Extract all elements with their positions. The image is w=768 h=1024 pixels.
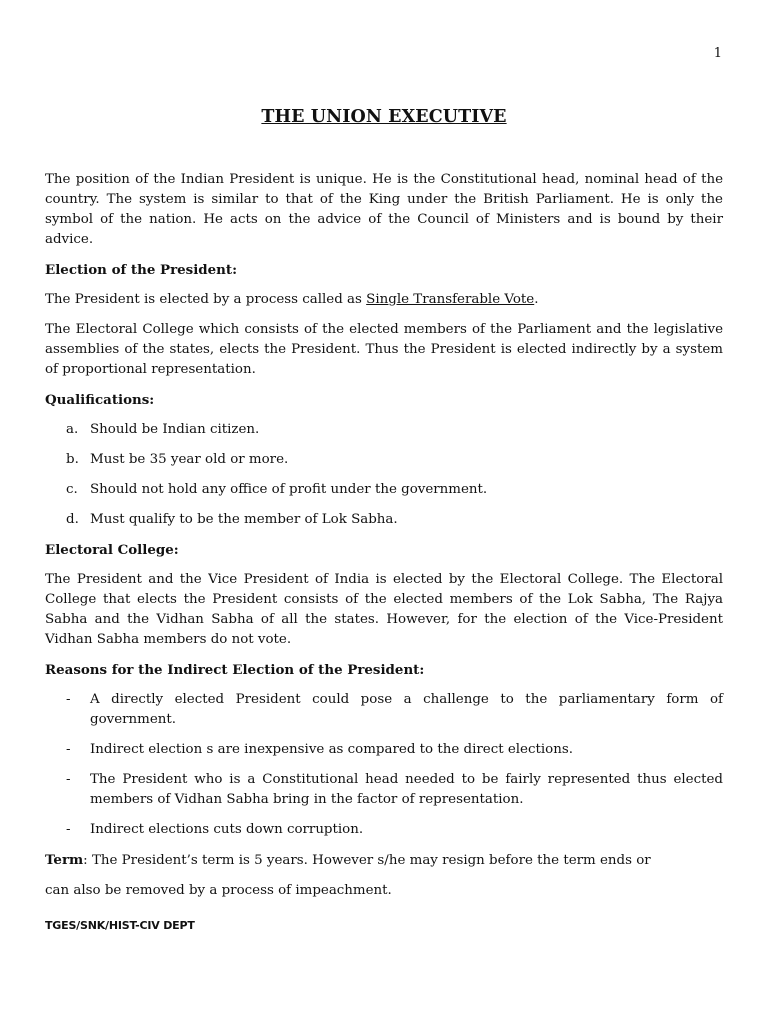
list-item [45,820,723,840]
list-marker: - [66,772,71,787]
term-section [45,850,723,901]
list-item-text: A directly elected President could pose a challenge to the parliamentary form of government. [90,692,723,727]
election-text-prefix: The President is elected by a process called as [45,292,367,307]
list-marker: a. [66,422,79,437]
list-marker: - [66,692,71,707]
list-item-text: Should be Indian citizen. [90,422,260,437]
page-number: 1 [713,46,722,61]
qualifications-heading: Qualifications: [45,392,155,408]
election-text-suffix: . [534,292,539,307]
list-marker: d. [66,512,79,527]
list-item-text: Should not hold any office of profit under the government. [90,482,488,497]
list-item [45,420,723,440]
list-item [45,770,723,810]
electoral-college-paragraph: The President and the Vice President of India is elected by the Electoral College. The Electoral College that elects the President consists of the elected members of the Lok Sabha, The Rajya Sabha and the Vidhan Sabha of all the states. However, for the election of the Vice-President Vidhan Sabha members do not vote. [45,572,723,647]
list-marker: c. [66,482,78,497]
intro-paragraph: The position of the Indian President is unique. He is the Constitutional head, nominal head of the country. The system is similar to that of the King under the British Parliament. He is only the symbol of the nation. He acts on the advice of the Council of Ministers and is bound by their advice. [45,172,723,247]
reasons-heading: Reasons for the Indirect Election of the President: [45,662,425,678]
page-title: THE UNION EXECUTIVE [261,107,507,127]
electoral-college-heading: Electoral College: [45,542,179,558]
qualifications-list [45,420,723,530]
term-line-2: can also be removed by a process of impeachment. [45,883,392,898]
term-line-1 [45,850,723,871]
list-item-text: The President who is a Constitutional head needed to be fairly represented thus elected members of Vidhan Sabha bring in the factor of representation. [90,772,723,807]
single-transferable-vote-term: Single Transferable Vote [366,292,535,307]
reasons-list [45,690,723,840]
list-item-text: Indirect elections cuts down corruption. [90,822,364,837]
term-text: : The President’s term is 5 years. However s/he may resign before the term ends or [83,853,651,868]
term-label: Term [45,852,84,868]
list-item [45,740,723,760]
election-paragraph-1 [45,290,723,310]
list-marker: b. [66,452,79,467]
list-item-text: Indirect election s are inexpensive as compared to the direct elections. [90,742,573,757]
list-item [45,450,723,470]
list-item [45,690,723,730]
list-marker: - [66,742,71,757]
election-paragraph-2: The Electoral College which consists of the elected members of the Parliament and the legislative assemblies of the states, elects the President. Thus the President is elected indirectly by a system of proportional representation. [45,322,723,377]
list-item [45,480,723,500]
list-marker: - [66,822,71,837]
list-item-text: Must be 35 year old or more. [90,452,289,467]
page-footer: TGES/SNK/HIST-CIV DEPT [45,919,195,932]
document-body [45,170,723,901]
list-item [45,510,723,530]
election-heading: Election of the President: [45,262,238,278]
list-item-text: Must qualify to be the member of Lok Sabha. [90,512,398,527]
